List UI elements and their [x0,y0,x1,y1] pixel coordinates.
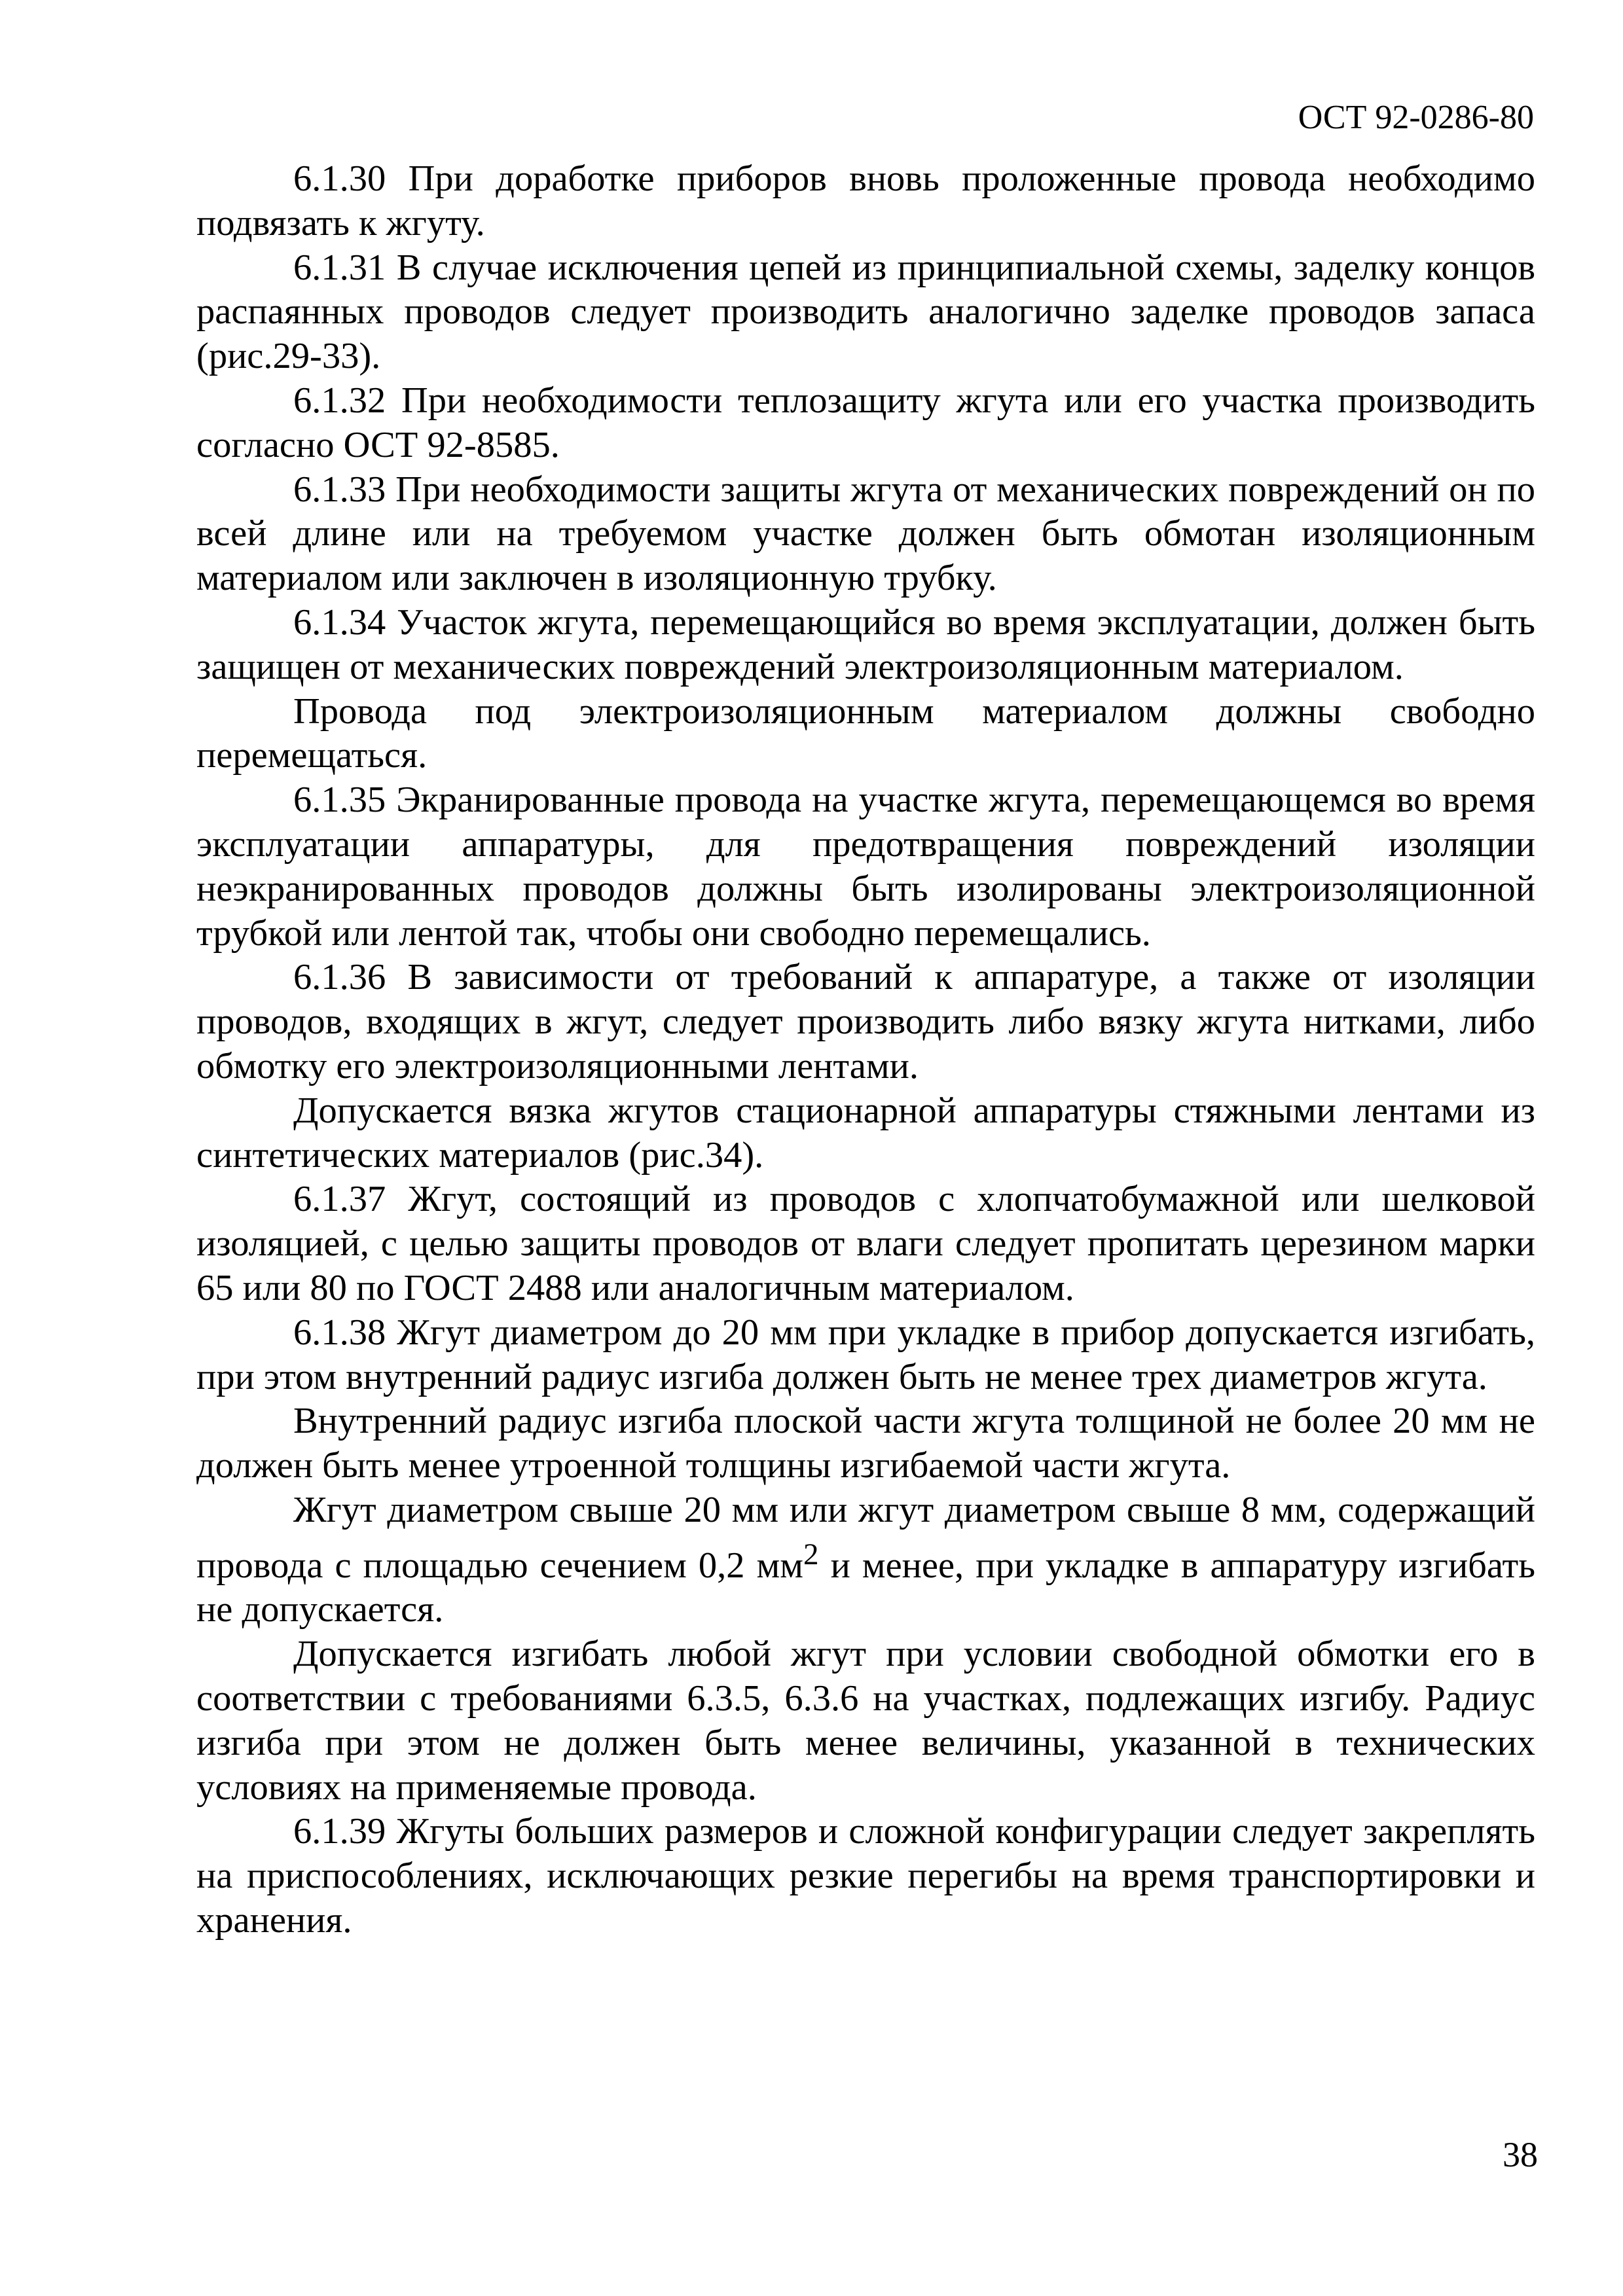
paragraph-6-1-38-restriction [196,1488,1535,1632]
restriction-text-start: Жгут диаметром свыше 20 мм или жгут диаметром свыше 8 мм, содержащий провода с площадью сечением 0,2 мм [196,1489,1535,1586]
paragraph-6-1-35: 6.1.35 Экранированные провода на участке жгута, перемещающемся во время эксплуатации аппаратуры, для предотвращения повреждений изоляции неэкранированных проводов должны быть изолированы электроизоляционной трубкой или лентой так, чтобы они свободно перемещались. [196,780,1535,954]
paragraph-6-1-38: 6.1.38 Жгут диаметром до 20 мм при укладке в прибор допускается изгибать, при этом внутренний радиус изгиба должен быть не менее трех диаметров жгута. [196,1312,1535,1397]
document-code-header: ОСТ 92-0286-80 [1298,99,1534,136]
paragraph-6-1-31: 6.1.31 В случае исключения цепей из принципиальной схемы, заделку концов распаянных проводов следует производить аналогично заделке проводов запаса (рис.29-33). [196,247,1535,377]
paragraph-6-1-36: 6.1.36 В зависимости от требований к аппаратуре, а также от изоляции проводов, входящих в жгут, следует производить либо вязку жгута нитками, либо обмотку его электроизоляционными лентами. [196,957,1535,1086]
document-body [196,157,1535,1943]
square-superscript: 2 [803,1537,819,1571]
paragraph-6-1-39: 6.1.39 Жгуты больших размеров и сложной конфигурации следует закреплять на приспособлениях, исключающих резкие перегибы на время транспортировки и хранения. [196,1811,1535,1941]
paragraph-6-1-33: 6.1.33 При необходимости защиты жгута от механических повреждений он по всей длине или на требуемом участке должен быть обмотан изоляционным материалом или заключен в изоляционную трубку. [196,469,1535,599]
paragraph-6-1-32: 6.1.32 При необходимости теплозащиту жгута или его участка производить согласно ОСТ 92-8585. [196,380,1535,465]
paragraph-6-1-34-note: Провода под электроизоляционным материалом должны свободно перемещаться. [196,691,1535,776]
paragraph-6-1-37: 6.1.37 Жгут, состоящий из проводов с хлопчатобумажной или шелковой изоляцией, с целью защиты проводов от влаги следует пропитать церезином марки 65 или 80 по ГОСТ 2488 или аналогичным материалом. [196,1179,1535,1308]
paragraph-6-1-30: 6.1.30 При доработке приборов вновь проложенные провода необходимо подвязать к жгуту. [196,158,1535,243]
paragraph-6-1-38-exception: Допускается изгибать любой жгут при условии свободной обмотки его в соответствии с требованиями 6.3.5, 6.3.6 на участках, подлежащих изгибу. Радиус изгиба при этом не должен быть менее величины, указанной в технических условиях на применяемые провода. [196,1634,1535,1808]
page-number: 38 [1503,2135,1538,2174]
paragraph-6-1-36-note: Допускается вязка жгутов стационарной аппаратуры стяжными лентами из синтетических материалов (рис.34). [196,1090,1535,1175]
restriction-text-end: и менее, при укладке в аппаратуру изгибать не допускается. [196,1545,1536,1630]
paragraph-6-1-38-radius: Внутренний радиус изгиба плоской части жгута толщиной не более 20 мм не должен быть менее утроенной толщины изгибаемой части жгута. [196,1401,1535,1486]
paragraph-6-1-34: 6.1.34 Участок жгута, перемещающийся во время эксплуатации, должен быть защищен от механических повреждений электроизоляционным материалом. [196,601,1535,687]
